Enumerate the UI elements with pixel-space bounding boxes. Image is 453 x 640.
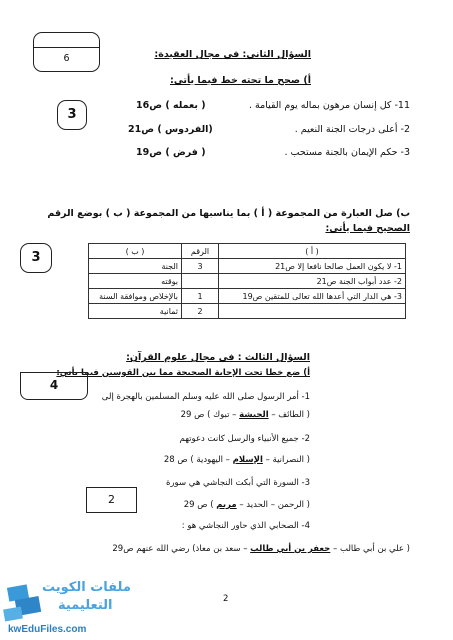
option-text: ( الرحمن – الحديد – xyxy=(236,500,310,510)
correct-option: جعفر بن أبي طالب xyxy=(250,544,331,554)
table-cell: بالإخلاص وموافقة السنة xyxy=(89,289,182,304)
table-cell: ثمانية xyxy=(89,304,182,319)
table-cell: 1- لا يكون العمل صالحا نافعا إلا ص21 xyxy=(219,259,406,274)
q3-title: السؤال الثالث : في مجال علوم القرآن: xyxy=(126,352,310,363)
q2-item-2-answer: (الفردوس ) ص21 xyxy=(128,124,213,135)
q3-item-1-question: 1- أمر الرسول صلى الله عليه وسلم المسلمين بالهجرة إلى xyxy=(101,392,310,402)
option-text: – سعد بن معاذ) رضي الله عنهم ص29 xyxy=(112,544,251,554)
table-row xyxy=(89,304,406,319)
q3-item-4-question: 4- الصحابي الذي حاور النجاشي هو : xyxy=(181,521,310,531)
table-cell: 3 xyxy=(182,259,219,274)
table-cell: 3- هي الدار التي أعدها الله تعالى للمتقين ص19 xyxy=(219,289,406,304)
table-row xyxy=(89,289,406,304)
option-text: ( علي بن أبي طالب – xyxy=(330,544,410,554)
q2-title: السؤال الثاني: في مجال العقيدة: xyxy=(154,49,311,60)
table-cell xyxy=(182,274,219,289)
score-box-top xyxy=(33,32,100,72)
q2-part-b-title-line1: ب) صل العبارة من المجموعة ( أ ) بما يناسبها من المجموعة ( ب ) بوضع الرقم xyxy=(47,208,410,219)
option-text: ) ص 29 xyxy=(183,500,217,510)
option-text: – اليهودية ) ص 28 xyxy=(163,455,233,465)
table-cell: بوقته xyxy=(89,274,182,289)
option-text: – تبوك ) ص 29 xyxy=(180,410,240,420)
q2-item-1-answer: ( بعمله ) ص16 xyxy=(136,100,206,111)
q2-part-a-title: أ) صحح ما تحته خط فيما يأتي: xyxy=(170,75,311,86)
q3-item-2-options xyxy=(164,455,310,466)
table-row xyxy=(89,274,406,289)
q3-score: 4 xyxy=(49,378,59,392)
q3-sub-score: 2 xyxy=(108,493,115,506)
option-text: ( النصرانية – xyxy=(262,455,310,465)
q3-item-4-options xyxy=(112,544,410,555)
table-header-b: ( ب ) xyxy=(89,244,182,259)
table-row xyxy=(89,259,406,274)
q2-score-box xyxy=(57,100,87,130)
table-cell: 2- عدد أبواب الجنة ص21 xyxy=(219,274,406,289)
site-logo xyxy=(0,578,130,640)
q3-part-a-title: أ) ضع خطا تحت الإجابة الصحيحة مما بين القوسين فيما يأتي: xyxy=(56,368,310,378)
table-header-row xyxy=(89,244,406,259)
table-cell: 2 xyxy=(182,304,219,319)
page-number: 2 xyxy=(223,594,229,604)
q3-item-3-question: 3- السورة التي أبكت النجاشي هي سورة xyxy=(166,478,310,488)
q3-score-box xyxy=(20,372,88,400)
table-cell: الجنة xyxy=(89,259,182,274)
table-cell: 1 xyxy=(182,289,219,304)
table-header-number: الرقم xyxy=(182,244,219,259)
q2-item-3-text: 3- حكم الإيمان بالجنة مستحب . xyxy=(284,147,410,158)
q3-item-1-options xyxy=(181,410,310,421)
table-cell xyxy=(219,304,406,319)
q2-item-1-text: 11- كل إنسان مرهون بماله يوم القيامة . xyxy=(249,100,410,111)
table-header-a: ( أ ) xyxy=(219,244,406,259)
q2-part-b-score: 3 xyxy=(31,250,41,265)
correct-option: الحبشة xyxy=(239,410,269,420)
logo-line2: التعليمية xyxy=(58,598,113,613)
q2-item-2-text: 2- أعلى درجات الجنة النعيم . xyxy=(294,124,410,135)
score-box-top-value: 6 xyxy=(63,53,70,64)
logo-line1: ملفات الكويت xyxy=(42,580,131,595)
q3-item-2-question: 2- جميع الأنبياء والرسل كانت دعوتهم xyxy=(179,434,310,444)
matching-table xyxy=(88,243,406,319)
correct-option: مريم xyxy=(216,500,237,510)
option-text: ( الطائف – xyxy=(268,410,310,420)
q2-part-b-score-box xyxy=(20,243,52,273)
q2-item-3-answer: ( فرض ) ص19 xyxy=(136,147,206,158)
logo-url: kwEduFiles.com xyxy=(8,624,87,635)
q3-item-3-options xyxy=(184,500,310,511)
q3-sub-score-box xyxy=(86,487,137,513)
q2-score: 3 xyxy=(67,107,77,122)
q2-part-b-title-line2: الصحيح فيما يأتي: xyxy=(325,223,410,234)
correct-option: الإسلام xyxy=(232,455,263,465)
